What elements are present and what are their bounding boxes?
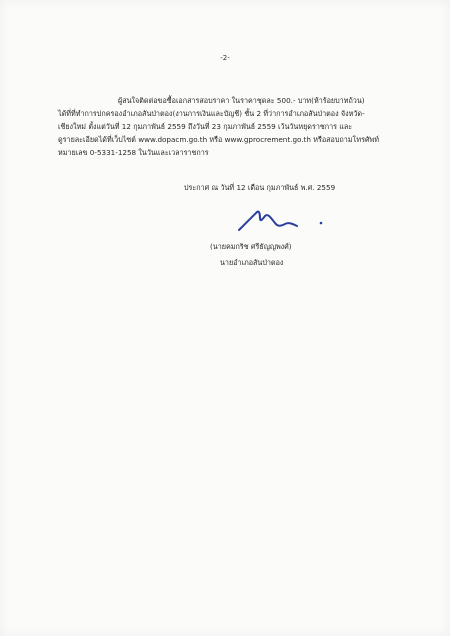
- paragraph-line-5: หมายเลข 0-5331-1258 ในวันและเวลาราชการ: [58, 148, 209, 157]
- signer-name: (นายคมกริช ศรีธัญญพงศ์): [210, 242, 292, 251]
- paragraph-line-2: ได้ที่ที่ทำการปกครองอำเภอสันป่าตอง(งานการเงินและบัญชี) ชั้น 2 ที่ว่าการอำเภอสันป่าตอง จังหวัด-: [58, 109, 365, 118]
- handwritten-signature: [233, 206, 333, 234]
- paragraph-line-3: เชียงใหม่ ตั้งแต่วันที่ 12 กุมภาพันธ์ 2559 ถึงวันที่ 23 กุมภาพันธ์ 2559 เว้นวันหยุดราชการ และ: [58, 122, 353, 131]
- paragraph-line-4: ดูรายละเอียดได้ที่เว็บไซต์ www.dopacm.go.th หรือ www.gprocrement.go.th หรือสอบถามโทรศัพท์: [58, 135, 380, 144]
- paragraph-line-1: ผู้สนใจติดต่อขอซื้อเอกสารสอบราคา ในราคาชุดละ 500.- บาท(ห้าร้อยบาทถ้วน): [118, 96, 365, 105]
- announcement-date: ประกาศ ณ วันที่ 12 เดือน กุมภาพันธ์ พ.ศ. 2559: [184, 183, 336, 192]
- signer-title: นายอำเภอสันป่าตอง: [220, 258, 284, 267]
- paragraph: [58, 94, 398, 159]
- page-number: -2-: [220, 54, 230, 62]
